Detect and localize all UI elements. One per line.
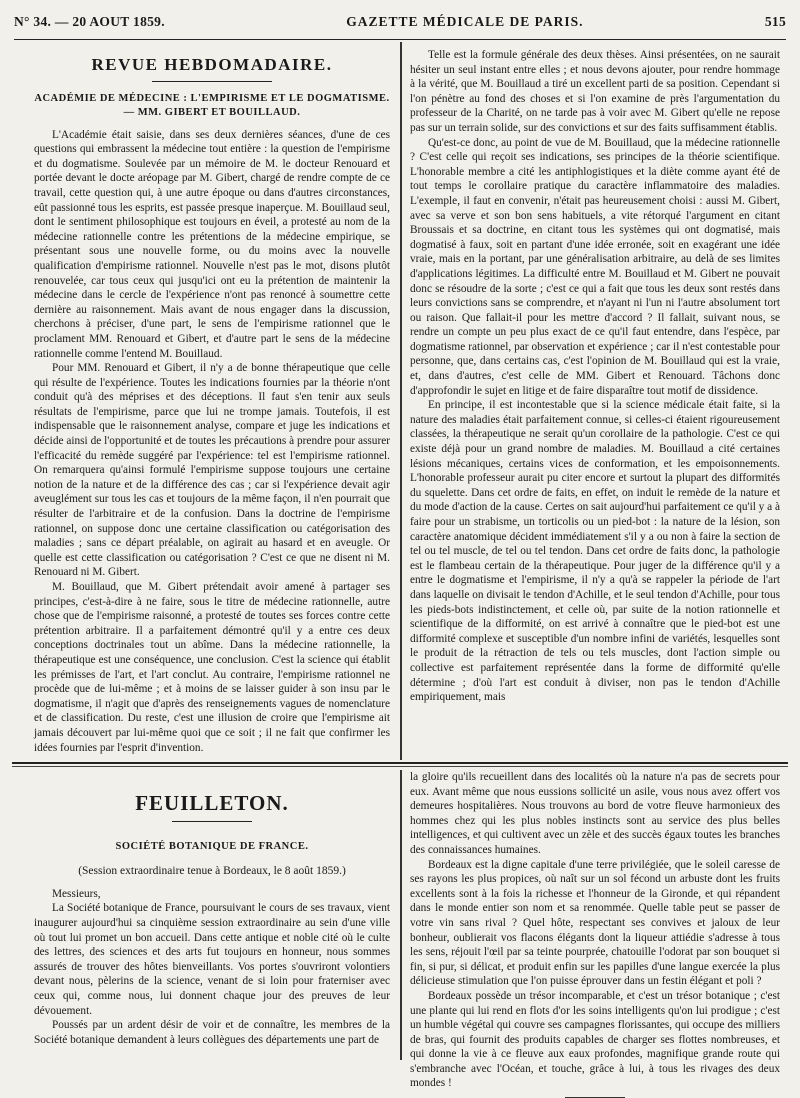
revue-paragraph: M. Bouillaud, que M. Gibert prétendait avoir amené à partager ses principes, c'est-à-dire à ne faire, sous le titre de médecine rationnelle, autre chose que de l'empirisme raisonné, a protesté de toutes ses forces contre cette prétention arbitraire. Il a parfaitement démontré qu'il y a entre ces deux conceptions doctrinales tout un abîme. Dans la médecine rationnelle, la thérapeutique est une conséquence, une conclusion. C'est la science qui établit les prémisses de l'art, et l'art conclut. Au contraire, l'empirisme rationnel ne procède que de lui-même ; et à moins de se laisser guider à son insu par le dogmatisme, il n'agit que d'après des renseignements vagues de nomenclature et de classification. Du reste, c'est une illusion de croire que l'empirisme ait jamais découvert par lui-même quoi que ce soit ; il ne fait que confirmer les idées fournies par l'esprit d'invention.	[34, 581, 390, 754]
revue-paragraph: Qu'est-ce donc, au point de vue de M. Bouillaud, que la médecine rationnelle ? C'est celle qui reçoit ses indications, ses principes de la théorie scientifique. L'honorable membre a cité les antiphlogistiques et la diète comme ayant été de tout temps le corollaire pratique du caractère inflammatoire des maladies. L'exemple, il faut en convenir, n'était pas heureusement choisi : aussi M. Gibert, avec sa verve et son bon sens habituels, a vite rétorqué l'argument en citant Broussais et sa doctrine, en citant tous les systèmes qui ont dogmatisé, mais dogmatisé à faux, soit en partant d'une idée erronée, soit en exagérant une idée vraie, mais en la portant, par une généralisation arbitraire, au delà de ses limites d'applications légitimes. La difficulté entre M. Bouillaud et M. Gibert ne pouvait donc se résoudre de la sorte ; c'est ce qui a fait que tous les deux sont restés dans leurs convictions sans se comprendre, et n'ayant ni l'un ni l'autre absolument tort ou raison. Que fallait-il pour les mettre d'accord ? Il fallait, suivant nous, se rendre un compte un peu plus exact de ce qu'il faut entendre, dans l'espèce, par dogmatisme rationnel, par observation et expérience ; car il n'est contestable pour personne, que, dans certains cas, c'est l'opinion de M. Bouillaud qui est la vraie, et, dans d'autres, c'est celle de MM. Gibert et Renouard. Tâchons donc d'approfondir le sujet en litige et de faire disparaître tout motif de dissidence.	[410, 136, 780, 397]
revue-subhead: ACADÉMIE DE MÉDECINE : L'EMPIRISME ET LE DOGMATISME. — MM. GIBERT ET BOUILLAUD.	[34, 92, 390, 118]
revue-paragraph: Pour MM. Renouard et Gibert, il n'y a de bonne thérapeutique que celle qui résulte de l'expérience. Toutes les indications fournies par la théorie n'ont conduit qu'à des méprises et des déceptions. Il faut s'en tenir aux seuls résultats de l'empirisme, parce que lui ne trompe jamais. Toutefois, il est indispensable que le raisonnement analyse, compare et juge les indications et décide ainsi de l'opportunité et de toutes les précautions à prendre pour assurer l'efficacité du remède suggéré par l'expérience: tel est l'empirisme rationnel. On remarquera qu'ainsi formulé l'empirisme suppose toujours une certaine notion de la nature et de la différence des cas ; car si l'expérience devait agir aveuglément sur tous les cas et toujours de la même façon, il n'en pourrait que résulter de l'arbitraire et de la confusion. Dans la doctrine de l'empirisme rationnel, on suppose donc une certaine classification ou catégorisation des maladies ; sans ce départ préalable, on agirait au hasard et en aveugle. Or quelle est cette classification ou catégorisation ? C'est ce que ne disent ni M. Renouard ni M. Gibert.	[34, 362, 390, 579]
column-divider-bottom	[400, 770, 402, 1060]
revue-paragraph: En principe, il est incontestable que si la science médicale était faite, si la nature des maladies était parfaitement connue, si celles-ci étaient rigoureusement classées, la thérapeutique ne serait qu'un corollaire de la pathologie. C'est ce qui existe déjà pour un grand nombre de maladies. M. Bouillaud a cité certaines lésions mécaniques, certains vices de conformation, et les empoisonnements. L'honorable professeur aurait pu citer encore et surtout la plupart des difformités du squelette. Dans cet ordre de faits, en effet, on induit le remède de la nature et du mode d'action de la cause. Certes on sait aujourd'hui parfaitement ce qu'il y a à faire pour un strabisme, un torticolis ou un pied-bot : la nature de la lésion, son caractère anatomique décident immédiatement s'il y a ou non à faire la section de tel ou tel muscle, de tel ou tel tendon. Dans cet ordre de faits donc, la pathologie est le flambeau certain de la thérapeutique. Pour juger de la différence qu'il y a entre le dogmatisme et l'empirisme, il n'y a qu'à se rappeler la période de l'art dans laquelle on divisait le tendon d'Achille, et le seul tendon d'Achille, pour tous les pieds-bots indistinctement, et celle où, par suite de la notion rationnelle et scientifique de la difformité, on est arrivé à connaître que le pied-bot est une difformité complexe et susceptible d'un nombre infini de variétés, lesquelles sont le produit de la rétraction de tels ou tels muscles, dont l'action simple ou collective est parfaitement représentée dans la forme de difformité qu'elle détermine ; d'où l'art est conduit à diviser, non pas le tendon d'Achille empiriquement, mais	[410, 399, 780, 704]
feuilleton-title: FEUILLETON.	[135, 791, 289, 815]
feuilleton-left-column	[34, 770, 390, 1060]
feuilleton-right-column	[410, 770, 780, 1090]
society-name: SOCIÉTÉ BOTANIQUE DE FRANCE.	[115, 840, 309, 852]
greeting: Messieurs,	[52, 887, 101, 900]
revue-title-rule	[152, 81, 272, 82]
feuilleton-divider-thin	[12, 766, 788, 767]
revue-paragraph: L'Académie était saisie, dans ses deux dernières séances, d'une de ces questions qui embrassent la médecine tout entière : la question de l'empirisme et du dogmatisme. Soulevée par un mémoire de M. le docteur Renouard et portée devant le docte aréopage par M. Gibert, chargé de rendre compte de ce travail, cette question qui, à une autre époque ou dans d'autres circonstances, eût passionné tous les esprits, est passée presque inaperçue. M. Bouillaud seul, dont le sentiment philosophique est toujours en éveil, a protesté au nom de la médecine rationnelle contre les prétentions de la médecine empirique, se présentant sous une nouvelle forme, ou du moins avec la nouvelle qualification d'empirisme rationnel. Nouvelle n'est pas le mot, disons plutôt renouvelée, car tous ceux qui jusqu'ici ont eu la prétention de maintenir la médecine dans le cercle de l'expérience n'ont pas renoncé à soumettre cette dernière au raisonnement. Mais avant de nous engager dans la discussion, cherchons à préciser, d'une part, le sens de l'empirisme rationnel que le proclament MM. Renouard et Gibert, et d'autre part le sens de la médecine rationnelle comme l'entend M. Bouillaud.	[34, 128, 390, 360]
feuilleton-paragraph: la gloire qu'ils recueillent dans des localités où la nature n'a pas de secrets pour eux. Avant même que nous eussions sollicité un asile, vous nous avez offert vos demeures hospitalières. Nous trouvons au bord de votre fleuve harmonieux des hommes chez qui les plus nobles instincts sont au service des plus belles intelligences, et qui cultivent avec un zèle et des succès égaux toutes les branches des connaissances humaines.	[410, 771, 780, 856]
revue-left-column	[34, 48, 390, 760]
feuilleton-divider	[12, 762, 788, 764]
revue-paragraph: Telle est la formule générale des deux thèses. Ainsi présentées, on ne saurait hésiter un seul instant entre elles ; et nous devons ajouter, pour rendre hommage à la vérité, que M. Bouillaud a tiré un excellent parti de sa position. Cependant si l'on pénètre au fond des choses et si l'on examine de près l'argumentation du professeur de la Charité, on ne tarde pas à voir avec M. Gibert qu'elle ne repose pas sur un terrain solide, sur des convictions et sur des faits suffisamment établis.	[410, 49, 780, 134]
revue-title: REVUE HEBDOMADAIRE.	[91, 55, 333, 74]
issue-number: N° 34. — 20 AOUT 1859.	[14, 14, 165, 29]
page-header	[14, 14, 786, 40]
feuilleton-paragraph: Bordeaux possède un trésor incomparable, et c'est un trésor botanique ; c'est une plante qui lui rend en flots d'or les soins intelligents qu'on lui prodigue ; c'est un humble végétal qui couvre ses campagnes florissantes, qui occupe des milliers de bras, qui fournit des produits capables de charger ses flottes nombreuses, et qui donne la vie à ce fleuve aux eaux profondes, magnifique grande route qui s'embranche avec l'Océan, et touche, grâce à lui, à tous les rivages des deux mondes !	[410, 989, 780, 1090]
journal-title: GAZETTE MÉDICALE DE PARIS.	[346, 14, 584, 29]
revue-right-column	[410, 48, 780, 760]
session-info: (Session extraordinaire tenue à Bordeaux, le 8 août 1859.)	[78, 865, 346, 878]
feuilleton-paragraph: Bordeaux est la digne capitale d'une terre privilégiée, que le soleil caresse de ses rayons les plus propices, où naît sur un sol fécond un arbuste dont les fruits excellents sont à la fois la richesse et l'honneur de la Gironde, et qui répandent dans le monde entier son nom et sa renommée. Quelle table peut se passer de votre vin sans rival ? Quel hôte, respectant ses convives et jaloux de leur bonheur, oublierait vos flacons élégants dont la liqueur attiédie s'adresse à tous les sens, réjouit l'œil par sa teinte pourprée, chatouille l'odorat par son bouquet si fin, si pur, si délicat, et produit enfin sur les papilles d'une langue exercée la plus délicieuse stimulation que l'on puisse éprouver dans un festin élégant et poli ?	[410, 858, 780, 988]
page-number: 515	[764, 14, 786, 29]
feuilleton-paragraph: Poussés par un ardent désir de voir et de connaître, les membres de la Société botanique demandent à leurs collègues des départements une part de	[34, 1019, 390, 1046]
column-divider-top	[400, 42, 402, 760]
feuilleton-paragraph: La Société botanique de France, poursuivant le cours de ses travaux, vient inaugurer aujourd'hui sa cinquième session extraordinaire au sein d'une ville où tout lui promet un bon accueil. Dans cette antique et noble cité où le culte des lettres, des sciences et des arts fut toujours en honneur, nous sommes assurés de trouver des hôtes bienveillants. Vos portes s'ouvriront volontiers devant nous, pèlerins de la science, venant de si loin pour fraterniser avec ceux qui, comme nous, lui donnent chaque jour des preuves de leur dévouement.	[34, 902, 390, 1017]
feuilleton-title-rule	[172, 821, 252, 822]
